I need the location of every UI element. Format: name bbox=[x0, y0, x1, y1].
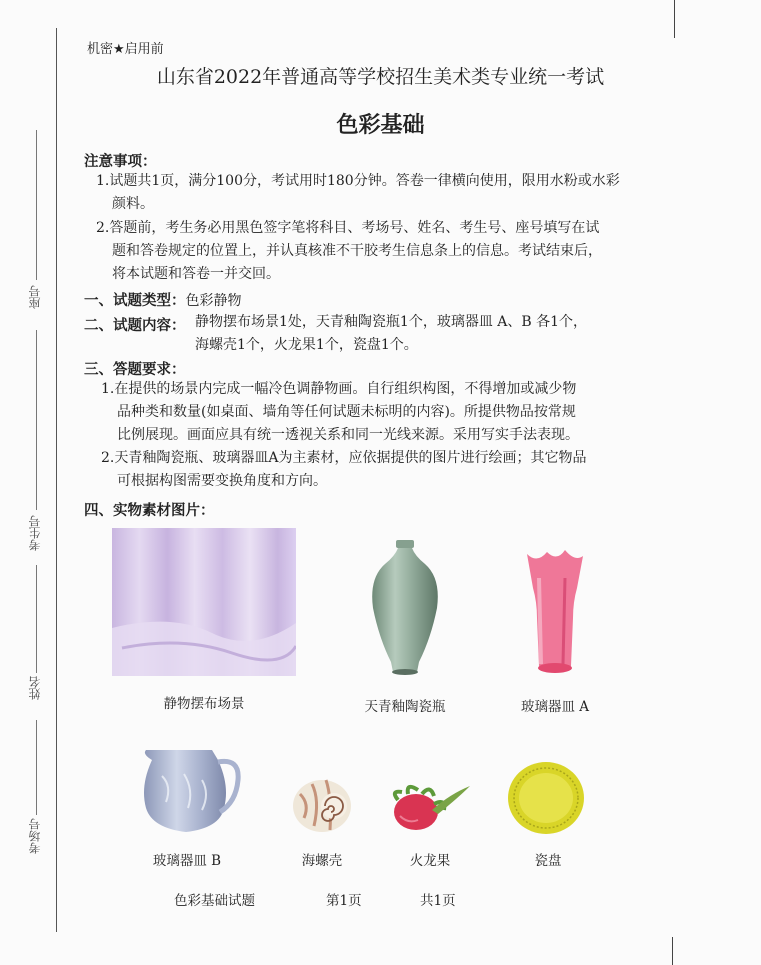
section-type-value: 色彩静物 bbox=[185, 293, 242, 309]
nautilus-shell-image bbox=[290, 774, 354, 836]
plate-image bbox=[506, 760, 586, 836]
note-2 bbox=[96, 217, 602, 286]
exam-title: 山东省2022年普通高等学校招生美术类专业统一考试 bbox=[156, 66, 605, 88]
requirement-2 bbox=[101, 447, 586, 493]
section-content-line-1: 静物摆布场景1处，天青釉陶瓷瓶1个，玻璃器皿 A、B 各1个， bbox=[195, 314, 588, 330]
requirement-1-num: 1. bbox=[101, 381, 115, 397]
seat-label: 座号 bbox=[28, 285, 42, 309]
edge-mark-top bbox=[674, 0, 675, 38]
glass-vessel-a-image bbox=[525, 548, 585, 680]
confidential-mark: 机密★启用前 bbox=[87, 42, 164, 57]
requirement-2-num: 2. bbox=[101, 450, 115, 466]
note-1-num: 1. bbox=[96, 173, 110, 189]
note-2-line-3: 将本试题和答卷一并交回。 bbox=[112, 266, 280, 282]
footer-page: 第1页 bbox=[326, 893, 362, 909]
caption-drape-scene: 静物摆布场景 bbox=[163, 696, 245, 712]
name-blank bbox=[36, 565, 37, 673]
footer-title: 色彩基础试题 bbox=[174, 893, 255, 909]
candidate-no-blank bbox=[36, 330, 37, 510]
caption-plate: 瓷盘 bbox=[534, 853, 562, 869]
caption-celadon-vase: 天青釉陶瓷瓶 bbox=[364, 699, 446, 715]
requirement-1-line-2: 品种类和数量(如桌面、墙角等任何试题未标明的内容)。所提供物品按常规 bbox=[117, 404, 576, 420]
seat-blank bbox=[36, 130, 37, 280]
note-2-line-2: 题和答卷规定的位置上，并认真核准不干胶考生信息条上的信息。考试结束后， bbox=[112, 243, 602, 259]
name-label: 姓名 bbox=[28, 676, 42, 700]
section-content-text bbox=[195, 311, 587, 357]
section-type-label: 一、试题类型： bbox=[84, 293, 186, 309]
caption-dragon-fruit: 火龙果 bbox=[409, 853, 451, 869]
room-blank bbox=[36, 720, 37, 815]
candidate-no-label: 考生号 bbox=[28, 515, 42, 551]
note-1 bbox=[96, 170, 620, 216]
section-content-label: 二、试题内容： bbox=[84, 318, 186, 334]
section-requirements-label: 三、答题要求： bbox=[84, 362, 186, 378]
subject-title: 色彩基础 bbox=[336, 113, 425, 138]
requirement-1-line-3: 比例展现。画面应具有统一透视关系和同一光线来源。采用写实手法表现。 bbox=[117, 427, 579, 443]
section-images-label: 四、实物素材图片： bbox=[84, 503, 215, 519]
dragon-fruit-image bbox=[388, 780, 472, 836]
notes-heading: 注意事项： bbox=[84, 154, 157, 170]
caption-glass-vessel-b: 玻璃器皿 B bbox=[152, 853, 222, 869]
requirement-1-line-1: 在提供的场景内完成一幅冷色调静物画。自行组织构图，不得增加或减少物 bbox=[114, 381, 577, 397]
drape-scene-image bbox=[112, 528, 296, 676]
caption-nautilus-shell: 海螺壳 bbox=[301, 853, 343, 869]
requirement-2-line-2: 可根据构图需要变换角度和方向。 bbox=[117, 473, 327, 489]
note-1-line-2: 颜料。 bbox=[112, 196, 154, 212]
footer-total: 共1页 bbox=[420, 893, 456, 909]
section-content-line-2: 海螺壳1个，火龙果1个，瓷盘1个。 bbox=[195, 337, 418, 353]
glass-vessel-b-image bbox=[132, 746, 242, 836]
note-1-line-1: 试题共1页，满分100分，考试用时180分钟。答卷一律横向使用，限用水粉或水彩 bbox=[109, 173, 620, 189]
note-2-line-1: 答题前，考生务必用黑色签字笔将科目、考场号、姓名、考生号、座号填写在试 bbox=[109, 220, 600, 236]
binding-line bbox=[56, 28, 57, 932]
caption-glass-vessel-a: 玻璃器皿 A bbox=[520, 699, 590, 715]
celadon-vase-image bbox=[365, 538, 445, 678]
requirement-1 bbox=[101, 378, 579, 447]
section-type bbox=[84, 289, 242, 313]
room-label: 考场号 bbox=[28, 818, 42, 854]
requirement-2-line-1: 天青釉陶瓷瓶、玻璃器皿A为主素材，应依据提供的图片进行绘画；其它物品 bbox=[114, 450, 587, 466]
note-2-num: 2. bbox=[96, 220, 110, 236]
edge-mark-bottom bbox=[672, 937, 673, 965]
